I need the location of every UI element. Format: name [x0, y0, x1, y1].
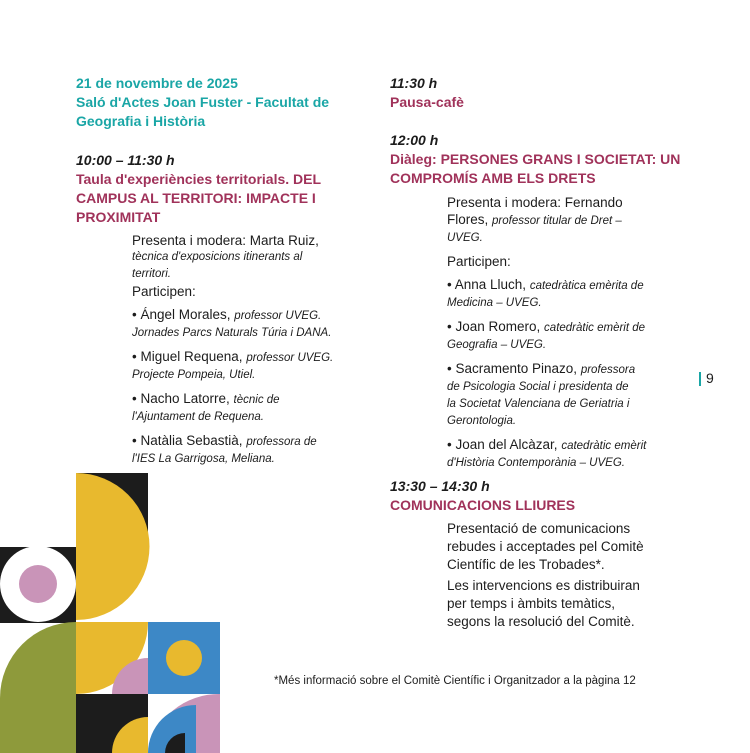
session1-participant-2 — [132, 348, 382, 367]
participant-role: tècnic de — [233, 394, 280, 406]
participant-role-cont: Jornades Parcs Naturals Túria i DANA. — [132, 327, 332, 339]
yellow-dot-shape — [166, 640, 202, 676]
participant-role: professor UVEG. — [234, 310, 322, 322]
participant-name: • Miguel Requena, — [132, 349, 243, 364]
session1-moderator-role-2: territori. — [132, 268, 171, 280]
venue-line-1: Saló d'Actes Joan Fuster - Facultat de — [76, 94, 330, 110]
session1-participant-4 — [132, 432, 382, 451]
session3-text-5: per temps i àmbits temàtics, — [447, 596, 616, 611]
participant-role: catedràtic emèrit de — [544, 322, 646, 334]
participant-name: • Anna Lluch, — [447, 277, 527, 292]
session2-moderator-1: Presenta i modera: Fernando — [447, 195, 623, 210]
participant-role-cont: Projecte Pompeia, Utiel. — [132, 369, 256, 381]
session2-title-line-1: Diàleg: PERSONES GRANS I SOCIETAT: UN — [390, 151, 681, 167]
participant-role-cont: Geografia – UVEG. — [447, 339, 547, 351]
session1-details — [132, 232, 382, 468]
participant-role: professora — [580, 364, 636, 376]
session2-time: 12:00 h — [390, 132, 439, 148]
session3-time: 13:30 – 14:30 h — [390, 478, 490, 494]
participant-name: • Joan Romero, — [447, 319, 541, 334]
pause-time: 11:30 h — [390, 75, 438, 91]
participant-role-cont: de Psicologia Social i presidenta de — [447, 381, 629, 393]
participant-role-cont: la Societat Valenciana de Geriatria i — [447, 398, 630, 410]
participant-name: • Natàlia Sebastià, — [132, 433, 243, 448]
participant-role-cont: Gerontologia. — [447, 415, 517, 427]
participant-role: professor UVEG. — [246, 352, 334, 364]
session1-title-line-3: PROXIMITAT — [76, 209, 161, 225]
session1-title-line-1: Taula d'experiències territorials. DEL — [76, 171, 322, 187]
participant-role: catedràtic emèrit — [561, 440, 647, 452]
session1-moderator: Presenta i modera: Marta Ruiz, — [132, 233, 319, 248]
session3-text-1: Presentació de comunicacions — [447, 521, 631, 536]
page-number: 9 — [706, 370, 714, 386]
venue-line-2: Geografia i Història — [76, 113, 206, 129]
participant-role-cont: l'Ajuntament de Requena. — [132, 411, 264, 423]
event-date: 21 de novembre de 2025 — [76, 75, 238, 91]
page-number-marker — [699, 372, 701, 386]
session2-details — [447, 194, 697, 472]
session3-details — [447, 520, 697, 631]
pause-title: Pausa-cafè — [390, 94, 464, 110]
session3-text-6: segons la resolució del Comitè. — [447, 614, 635, 629]
participant-name: • Ángel Morales, — [132, 307, 231, 322]
session3-text-2: rebudes i acceptades pel Comitè — [447, 539, 644, 554]
olive-shape — [0, 622, 76, 753]
session2-moderator-role-1: professor titular de Dret – — [492, 215, 622, 227]
session2-participant-3 — [447, 360, 697, 379]
session1-participant-3 — [132, 390, 382, 409]
session1-title-line-2: CAMPUS AL TERRITORI: IMPACTE I — [76, 190, 316, 206]
participant-role-cont: Medicina – UVEG. — [447, 297, 542, 309]
participant-role-cont: d'Història Contemporània – UVEG. — [447, 457, 625, 469]
session2-title-line-2: COMPROMÍS AMB ELS DRETS — [390, 170, 596, 186]
session2-participant-1 — [447, 276, 697, 295]
pink-dot-shape — [19, 565, 57, 603]
participant-role: catedràtica emèrita de — [529, 280, 644, 292]
participant-name: • Sacramento Pinazo, — [447, 361, 578, 376]
footnote: *Més informació sobre el Comitè Científic i Organitzador a la pàgina 12 — [274, 675, 636, 687]
session3-text-3: Científic de les Trobades*. — [447, 557, 605, 572]
session3-title: COMUNICACIONS LLIURES — [390, 497, 576, 513]
session2-moderator-2: Flores, — [447, 212, 489, 227]
session2-moderator-role-2: UVEG. — [447, 232, 483, 244]
participant-role-cont: l'IES La Garrigosa, Meliana. — [132, 453, 275, 465]
participant-name: • Joan del Alcàzar, — [447, 437, 558, 452]
session1-participants-label: Participen: — [132, 284, 196, 299]
participant-role: professora de — [246, 436, 317, 448]
session1-time: 10:00 – 11:30 h — [76, 152, 175, 168]
session2-participant-2 — [447, 318, 697, 337]
participant-name: • Nacho Latorre, — [132, 391, 230, 406]
session3-text-4: Les intervencions es distribuiran — [447, 578, 640, 593]
session2-participants-label: Participen: — [447, 254, 511, 269]
decorative-geometric-graphic — [0, 470, 225, 753]
session1-participant-1 — [132, 306, 382, 325]
session1-moderator-role-1: tècnica d'exposicions itinerants al — [132, 251, 303, 263]
session2-participant-4 — [447, 436, 697, 455]
